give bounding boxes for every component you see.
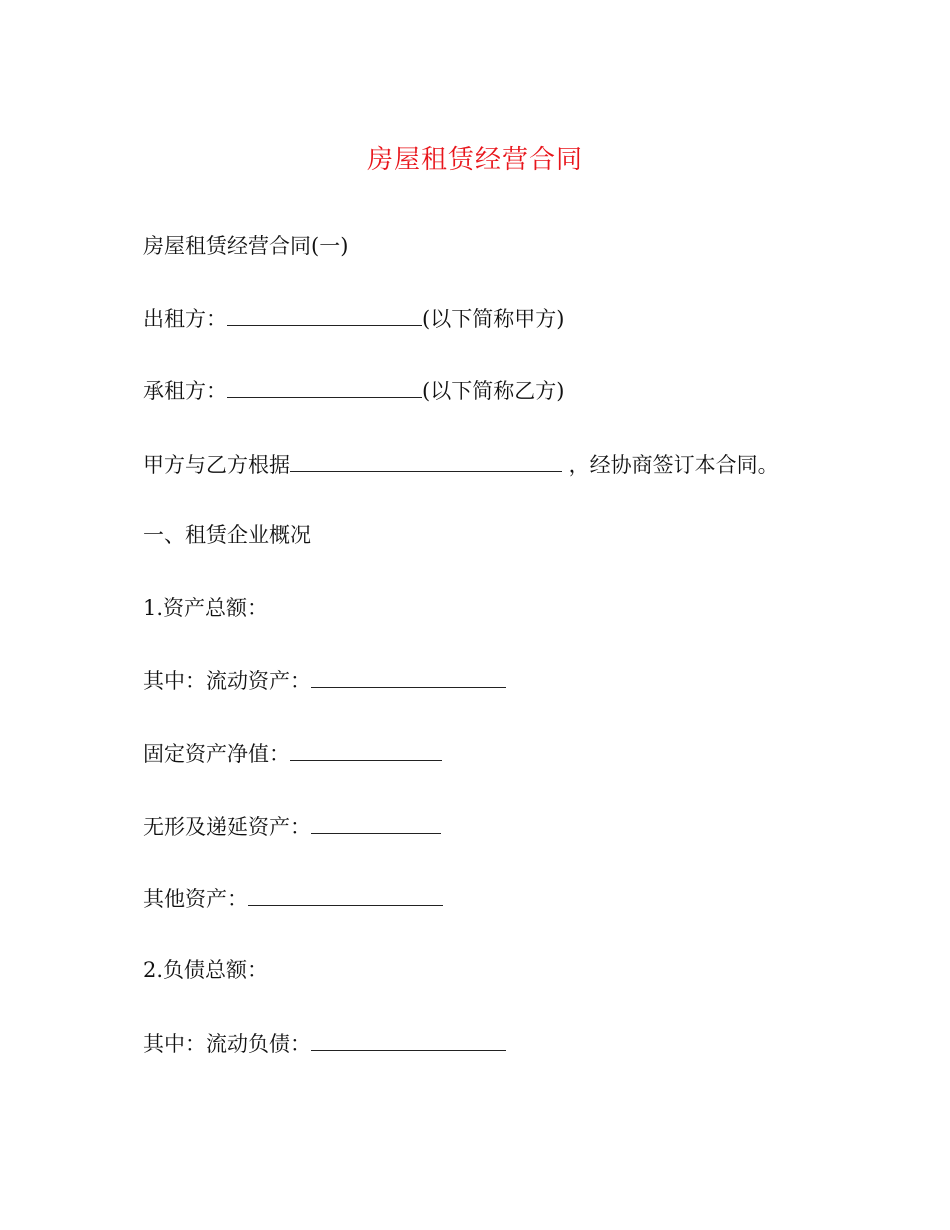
liabilities-total-line: 2.负债总额： [143,958,269,982]
current-assets-line [143,665,506,696]
agreement-blank [290,449,562,472]
lessee-label: 承租方： [143,379,227,403]
fixed-assets-blank [290,738,442,761]
intangible-assets-blank [311,811,441,834]
lessor-suffix: (以下简称甲方) [422,307,565,331]
intangible-assets-line [143,811,441,842]
other-assets-line [143,883,443,914]
current-assets-label: 其中：流动资产： [143,669,311,693]
lessor-blank [227,303,422,326]
fixed-assets-label: 固定资产净值： [143,742,290,766]
current-liabilities-blank [311,1028,506,1051]
current-liabilities-line [143,1028,506,1059]
lessee-line [143,375,564,406]
other-assets-blank [248,883,443,906]
current-assets-blank [311,665,506,688]
intangible-assets-label: 无形及递延资产： [143,815,311,839]
document-title: 房屋租赁经营合同 [366,145,583,175]
current-liabilities-label: 其中：流动负债： [143,1032,311,1056]
agreement-prefix: 甲方与乙方根据 [143,453,290,477]
fixed-assets-line [143,738,442,769]
agreement-suffix: ，经协商签订本合同。 [562,453,779,477]
assets-total-line: 1.资产总额： [143,596,269,620]
section-heading: 一、租赁企业概况 [143,523,311,547]
contract-subtitle: 房屋租赁经营合同(一) [143,234,349,258]
other-assets-label: 其他资产： [143,887,248,911]
lessor-label: 出租方： [143,307,227,331]
lessee-suffix: (以下简称乙方) [422,379,565,403]
lessee-blank [227,375,422,398]
lessor-line [143,303,564,334]
agreement-line [143,449,779,480]
